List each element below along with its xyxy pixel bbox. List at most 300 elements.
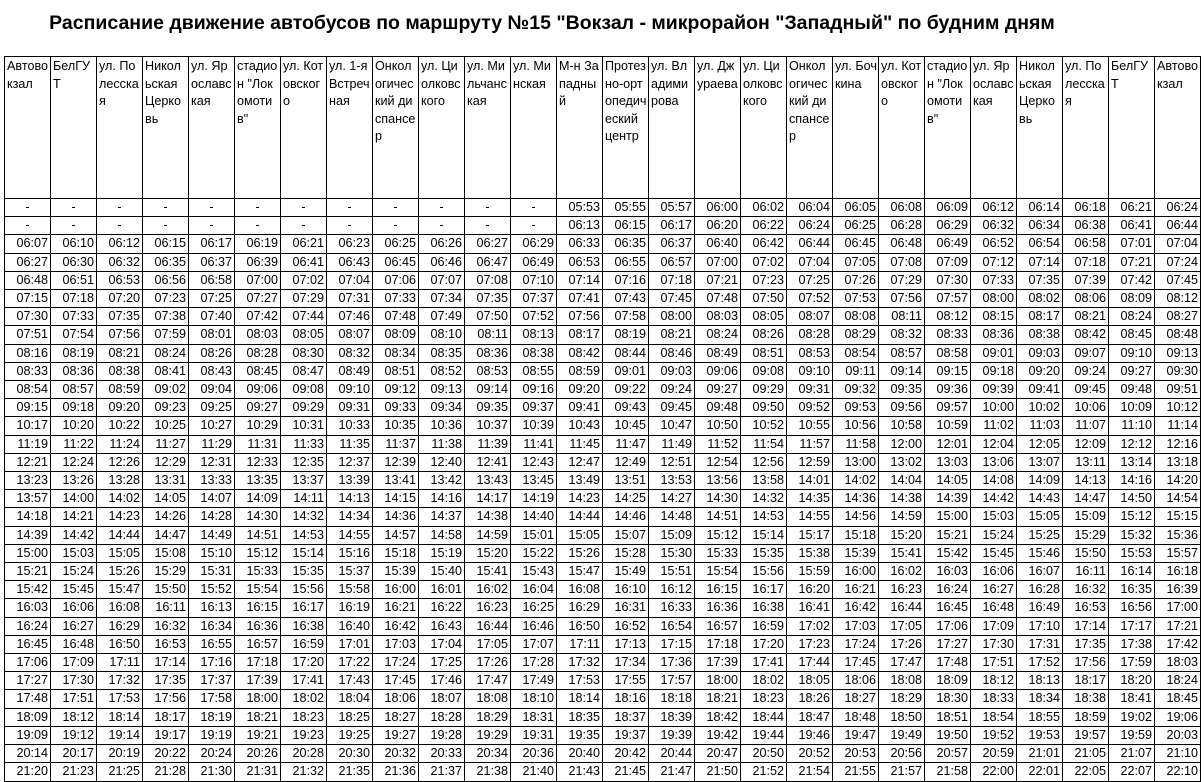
table-cell: 06:18	[1063, 199, 1109, 217]
table-cell: 20:22	[143, 745, 189, 763]
table-cell: 21:47	[649, 763, 695, 781]
table-cell: 21:23	[51, 763, 97, 781]
table-cell: 11:31	[235, 435, 281, 453]
table-cell: 20:50	[741, 745, 787, 763]
table-row	[5, 563, 1201, 581]
table-cell: 21:07	[1109, 745, 1155, 763]
table-cell: 10:56	[833, 417, 879, 435]
table-cell: -	[235, 217, 281, 235]
table-cell: 08:33	[925, 326, 971, 344]
table-cell: 08:48	[1155, 326, 1201, 344]
table-cell: 17:41	[741, 654, 787, 672]
table-cell: 06:56	[143, 271, 189, 289]
table-cell: 07:33	[971, 271, 1017, 289]
table-cell: 13:33	[189, 472, 235, 490]
table-cell: 15:21	[925, 526, 971, 544]
table-cell: 14:53	[281, 526, 327, 544]
table-cell: 09:15	[5, 399, 51, 417]
table-cell: 10:50	[695, 417, 741, 435]
table-cell: 08:49	[695, 344, 741, 362]
table-cell: 07:44	[281, 308, 327, 326]
table-cell: -	[281, 217, 327, 235]
table-cell: 15:18	[833, 526, 879, 544]
table-cell: 15:50	[143, 581, 189, 599]
table-cell: 21:20	[5, 763, 51, 781]
table-cell: 09:31	[327, 399, 373, 417]
table-cell: 08:05	[281, 326, 327, 344]
table-cell: 08:09	[1109, 290, 1155, 308]
table-cell: 17:56	[1063, 654, 1109, 672]
table-cell: 08:17	[557, 326, 603, 344]
table-cell: 20:33	[419, 745, 465, 763]
table-cell: 12:31	[189, 453, 235, 471]
table-cell: 06:29	[511, 235, 557, 253]
table-cell: 09:52	[787, 399, 833, 417]
table-cell: 06:35	[603, 235, 649, 253]
table-cell: 15:12	[1109, 508, 1155, 526]
table-cell: 15:24	[51, 563, 97, 581]
table-cell: 16:50	[557, 617, 603, 635]
table-cell: 18:02	[281, 690, 327, 708]
table-cell: 14:00	[51, 490, 97, 508]
table-cell: -	[511, 199, 557, 217]
table-cell: 09:23	[143, 399, 189, 417]
table-cell: 07:45	[1155, 271, 1201, 289]
table-cell: 16:42	[373, 617, 419, 635]
table-cell: 18:54	[971, 708, 1017, 726]
table-cell: 15:00	[925, 508, 971, 526]
table-cell: 13:00	[833, 453, 879, 471]
table-cell: 17:51	[971, 654, 1017, 672]
table-cell: 09:18	[51, 399, 97, 417]
table-cell: -	[465, 199, 511, 217]
table-cell: 13:02	[879, 453, 925, 471]
column-header: Онкологический диспансер	[787, 57, 833, 199]
table-cell: 07:40	[189, 308, 235, 326]
table-cell: 15:47	[557, 563, 603, 581]
table-cell: 17:24	[833, 635, 879, 653]
table-cell: -	[51, 199, 97, 217]
table-cell: 07:34	[419, 290, 465, 308]
table-cell: 17:47	[879, 654, 925, 672]
table-cell: 14:36	[833, 490, 879, 508]
table-cell: 17:20	[281, 654, 327, 672]
table-cell: 16:34	[189, 617, 235, 635]
table-row	[5, 217, 1201, 235]
table-cell: 06:00	[695, 199, 741, 217]
table-cell: 15:59	[787, 563, 833, 581]
table-cell: 15:52	[189, 581, 235, 599]
table-cell: 16:14	[1109, 563, 1155, 581]
table-cell: -	[143, 217, 189, 235]
table-cell: 16:48	[971, 599, 1017, 617]
table-cell: 14:43	[1017, 490, 1063, 508]
table-cell: 16:38	[281, 617, 327, 635]
table-cell: 17:05	[879, 617, 925, 635]
table-row	[5, 235, 1201, 253]
table-cell: 06:09	[925, 199, 971, 217]
table-cell: 09:10	[327, 381, 373, 399]
table-cell: 08:07	[327, 326, 373, 344]
table-cell: 17:13	[603, 635, 649, 653]
table-cell: 16:48	[51, 635, 97, 653]
table-cell: 06:27	[5, 253, 51, 271]
table-cell: 07:56	[97, 326, 143, 344]
table-cell: 18:14	[97, 708, 143, 726]
table-cell: 14:42	[971, 490, 1017, 508]
table-cell: 17:53	[557, 672, 603, 690]
table-cell: 14:13	[1063, 472, 1109, 490]
table-cell: 18:25	[327, 708, 373, 726]
table-cell: 10:35	[373, 417, 419, 435]
table-cell: 15:07	[603, 526, 649, 544]
table-cell: 15:05	[97, 544, 143, 562]
table-cell: 17:52	[1017, 654, 1063, 672]
table-cell: 06:29	[925, 217, 971, 235]
table-cell: 14:18	[5, 508, 51, 526]
table-cell: 21:57	[879, 763, 925, 781]
table-cell: 20:30	[327, 745, 373, 763]
table-cell: 06:15	[603, 217, 649, 235]
table-cell: 05:57	[649, 199, 695, 217]
table-cell: 21:52	[741, 763, 787, 781]
column-header: Автовокзал	[1155, 57, 1201, 199]
table-cell: 06:28	[879, 217, 925, 235]
table-row	[5, 435, 1201, 453]
table-cell: 06:44	[1155, 217, 1201, 235]
table-cell: 17:26	[879, 635, 925, 653]
table-cell: 07:42	[1109, 271, 1155, 289]
table-cell: 08:44	[603, 344, 649, 362]
table-cell: 06:47	[465, 253, 511, 271]
table-cell: 06:26	[419, 235, 465, 253]
table-cell: 12:35	[281, 453, 327, 471]
table-cell: 19:57	[1063, 726, 1109, 744]
table-cell: 10:36	[419, 417, 465, 435]
table-cell: 20:40	[557, 745, 603, 763]
table-cell: 19:14	[97, 726, 143, 744]
table-cell: 16:12	[649, 581, 695, 599]
table-cell: 14:30	[235, 508, 281, 526]
table-cell: 07:15	[5, 290, 51, 308]
table-cell: 16:25	[511, 599, 557, 617]
table-cell: 15:49	[603, 563, 649, 581]
table-cell: 07:56	[879, 290, 925, 308]
column-header: БелГУТ	[51, 57, 97, 199]
table-cell: 06:55	[603, 253, 649, 271]
table-cell: 06:52	[971, 235, 1017, 253]
table-cell: 16:52	[603, 617, 649, 635]
table-cell: 08:45	[235, 362, 281, 380]
table-cell: 17:43	[327, 672, 373, 690]
table-cell: 08:51	[373, 362, 419, 380]
table-cell: 07:21	[1109, 253, 1155, 271]
table-cell: 07:33	[51, 308, 97, 326]
table-row	[5, 381, 1201, 399]
column-header: ул. Бочкина	[833, 57, 879, 199]
table-cell: -	[373, 199, 419, 217]
table-cell: 09:29	[741, 381, 787, 399]
table-cell: 17:49	[511, 672, 557, 690]
table-row	[5, 308, 1201, 326]
table-cell: 06:58	[1063, 235, 1109, 253]
table-cell: 16:02	[879, 563, 925, 581]
table-cell: 09:11	[833, 362, 879, 380]
table-cell: 13:06	[971, 453, 1017, 471]
table-cell: 20:53	[833, 745, 879, 763]
table-cell: 17:42	[1155, 635, 1201, 653]
table-cell: 21:55	[833, 763, 879, 781]
table-row	[5, 708, 1201, 726]
table-cell: -	[465, 217, 511, 235]
table-cell: 08:42	[1063, 326, 1109, 344]
table-cell: 19:27	[373, 726, 419, 744]
table-cell: 12:26	[97, 453, 143, 471]
table-cell: 12:29	[143, 453, 189, 471]
table-cell: 07:05	[833, 253, 879, 271]
table-cell: 09:12	[373, 381, 419, 399]
table-cell: 17:00	[1155, 599, 1201, 617]
table-cell: 09:10	[787, 362, 833, 380]
table-cell: 08:01	[189, 326, 235, 344]
table-cell: 20:24	[189, 745, 235, 763]
table-cell: 22:00	[971, 763, 1017, 781]
table-cell: 15:05	[1017, 508, 1063, 526]
table-cell: 18:48	[833, 708, 879, 726]
table-cell: 17:06	[5, 654, 51, 672]
table-cell: 07:12	[971, 253, 1017, 271]
table-cell: 15:09	[1063, 508, 1109, 526]
table-cell: 07:26	[833, 271, 879, 289]
table-cell: 09:57	[925, 399, 971, 417]
table-cell: 07:18	[1063, 253, 1109, 271]
table-cell: 07:37	[511, 290, 557, 308]
table-cell: 17:11	[97, 654, 143, 672]
table-cell: 11:10	[1109, 417, 1155, 435]
table-cell: 06:53	[97, 271, 143, 289]
table-cell: 14:47	[1063, 490, 1109, 508]
table-cell: 12:00	[879, 435, 925, 453]
table-cell: 09:07	[1063, 344, 1109, 362]
table-cell: 10:06	[1063, 399, 1109, 417]
table-cell: -	[97, 217, 143, 235]
table-cell: 07:16	[603, 271, 649, 289]
column-header: ул. Полесская	[97, 57, 143, 199]
table-cell: 16:44	[879, 599, 925, 617]
table-cell: 17:04	[419, 635, 465, 653]
table-cell: 12:56	[741, 453, 787, 471]
table-cell: 08:38	[97, 362, 143, 380]
column-header: Автовокзал	[5, 57, 51, 199]
table-cell: 19:37	[603, 726, 649, 744]
table-cell: 17:58	[189, 690, 235, 708]
table-cell: 16:07	[1017, 563, 1063, 581]
table-cell: 08:03	[235, 326, 281, 344]
table-cell: 08:41	[143, 362, 189, 380]
table-cell: 09:34	[419, 399, 465, 417]
table-cell: 20:36	[511, 745, 557, 763]
table-cell: 09:02	[143, 381, 189, 399]
table-cell: 15:33	[695, 544, 741, 562]
column-header: БелГУТ	[1109, 57, 1155, 199]
table-cell: 16:22	[419, 599, 465, 617]
table-cell: 15:51	[649, 563, 695, 581]
table-cell: -	[51, 217, 97, 235]
table-cell: 16:28	[1017, 581, 1063, 599]
table-cell: 07:02	[281, 271, 327, 289]
table-cell: 07:07	[419, 271, 465, 289]
table-cell: 06:49	[925, 235, 971, 253]
table-cell: 09:48	[695, 399, 741, 417]
column-header: Никольская Церковь	[143, 57, 189, 199]
table-cell: 18:23	[281, 708, 327, 726]
table-cell: 07:04	[327, 271, 373, 289]
table-cell: 17:07	[511, 635, 557, 653]
table-cell: 07:52	[787, 290, 833, 308]
table-cell: 16:55	[189, 635, 235, 653]
table-cell: 08:21	[1063, 308, 1109, 326]
table-cell: -	[189, 217, 235, 235]
table-cell: 19:39	[649, 726, 695, 744]
table-cell: 06:17	[189, 235, 235, 253]
table-cell: 12:12	[1109, 435, 1155, 453]
table-cell: 15:54	[695, 563, 741, 581]
table-cell: 15:46	[1017, 544, 1063, 562]
table-cell: 16:33	[649, 599, 695, 617]
table-cell: 21:36	[373, 763, 419, 781]
table-cell: 15:03	[51, 544, 97, 562]
table-cell: 08:46	[649, 344, 695, 362]
table-cell: 17:45	[833, 654, 879, 672]
table-cell: 15:26	[557, 544, 603, 562]
table-row	[5, 654, 1201, 672]
table-cell: 17:37	[189, 672, 235, 690]
table-cell: 09:39	[971, 381, 1017, 399]
table-cell: 11:38	[419, 435, 465, 453]
table-cell: 09:24	[1063, 362, 1109, 380]
column-header: ул. Котовского	[879, 57, 925, 199]
table-cell: 07:33	[373, 290, 419, 308]
table-cell: 17:28	[511, 654, 557, 672]
table-cell: 08:54	[5, 381, 51, 399]
table-cell: 15:57	[1155, 544, 1201, 562]
table-cell: 06:53	[557, 253, 603, 271]
table-cell: 20:32	[373, 745, 419, 763]
table-cell: 08:42	[557, 344, 603, 362]
table-cell: 12:49	[603, 453, 649, 471]
table-cell: 14:42	[51, 526, 97, 544]
table-cell: 15:40	[419, 563, 465, 581]
table-cell: 17:09	[971, 617, 1017, 635]
table-cell: 17:22	[327, 654, 373, 672]
table-cell: 15:19	[419, 544, 465, 562]
table-cell: 18:37	[603, 708, 649, 726]
table-cell: 16:45	[5, 635, 51, 653]
table-row	[5, 617, 1201, 635]
table-cell: 14:49	[189, 526, 235, 544]
table-cell: 11:24	[97, 435, 143, 453]
table-cell: 15:35	[281, 563, 327, 581]
table-cell: 08:38	[511, 344, 557, 362]
table-cell: 18:29	[465, 708, 511, 726]
table-row	[5, 453, 1201, 471]
table-cell: 17:14	[1063, 617, 1109, 635]
table-cell: 20:52	[787, 745, 833, 763]
table-cell: 14:36	[373, 508, 419, 526]
table-cell: 09:29	[281, 399, 327, 417]
table-cell: 19:59	[1109, 726, 1155, 744]
table-cell: 18:45	[1155, 690, 1201, 708]
table-cell: 07:25	[189, 290, 235, 308]
table-cell: 08:27	[1155, 308, 1201, 326]
table-cell: 08:11	[465, 326, 511, 344]
table-cell: 17:44	[787, 654, 833, 672]
table-row	[5, 526, 1201, 544]
table-cell: 16:36	[695, 599, 741, 617]
table-cell: 18:06	[833, 672, 879, 690]
table-cell: 18:29	[879, 690, 925, 708]
table-cell: 09:20	[97, 399, 143, 417]
table-cell: 16:15	[235, 599, 281, 617]
table-cell: 11:49	[649, 435, 695, 453]
column-header: ул. Джураева	[695, 57, 741, 199]
table-cell: 15:56	[741, 563, 787, 581]
table-cell: 08:57	[879, 344, 925, 362]
table-cell: 19:19	[189, 726, 235, 744]
table-cell: 07:18	[649, 271, 695, 289]
table-cell: 14:27	[649, 490, 695, 508]
table-cell: 21:54	[787, 763, 833, 781]
table-cell: 19:25	[327, 726, 373, 744]
table-cell: 17:39	[695, 654, 741, 672]
table-cell: 17:02	[787, 617, 833, 635]
table-row	[5, 199, 1201, 217]
table-cell: 14:38	[465, 508, 511, 526]
table-cell: -	[5, 199, 51, 217]
table-cell: 18:10	[511, 690, 557, 708]
table-cell: 09:37	[511, 399, 557, 417]
table-cell: 11:54	[741, 435, 787, 453]
table-cell: 09:56	[879, 399, 925, 417]
table-cell: 06:30	[51, 253, 97, 271]
table-cell: 16:41	[787, 599, 833, 617]
table-cell: 08:24	[695, 326, 741, 344]
table-cell: 09:13	[1155, 344, 1201, 362]
table-cell: 19:29	[465, 726, 511, 744]
table-cell: 07:54	[51, 326, 97, 344]
table-cell: 17:32	[97, 672, 143, 690]
table-cell: 16:40	[327, 617, 373, 635]
table-cell: 08:17	[1017, 308, 1063, 326]
table-cell: 19:23	[281, 726, 327, 744]
table-cell: 07:53	[833, 290, 879, 308]
table-cell: 12:47	[557, 453, 603, 471]
table-cell: 18:05	[787, 672, 833, 690]
table-cell: 17:23	[787, 635, 833, 653]
table-cell: 12:33	[235, 453, 281, 471]
table-cell: 10:31	[281, 417, 327, 435]
table-cell: 14:51	[695, 508, 741, 526]
table-cell: 16:03	[5, 599, 51, 617]
table-cell: 07:42	[235, 308, 281, 326]
table-cell: 08:58	[925, 344, 971, 362]
table-cell: 06:24	[787, 217, 833, 235]
table-cell: 16:00	[833, 563, 879, 581]
table-cell: 06:48	[879, 235, 925, 253]
table-cell: 10:22	[97, 417, 143, 435]
table-cell: 20:42	[603, 745, 649, 763]
table-cell: 14:44	[557, 508, 603, 526]
